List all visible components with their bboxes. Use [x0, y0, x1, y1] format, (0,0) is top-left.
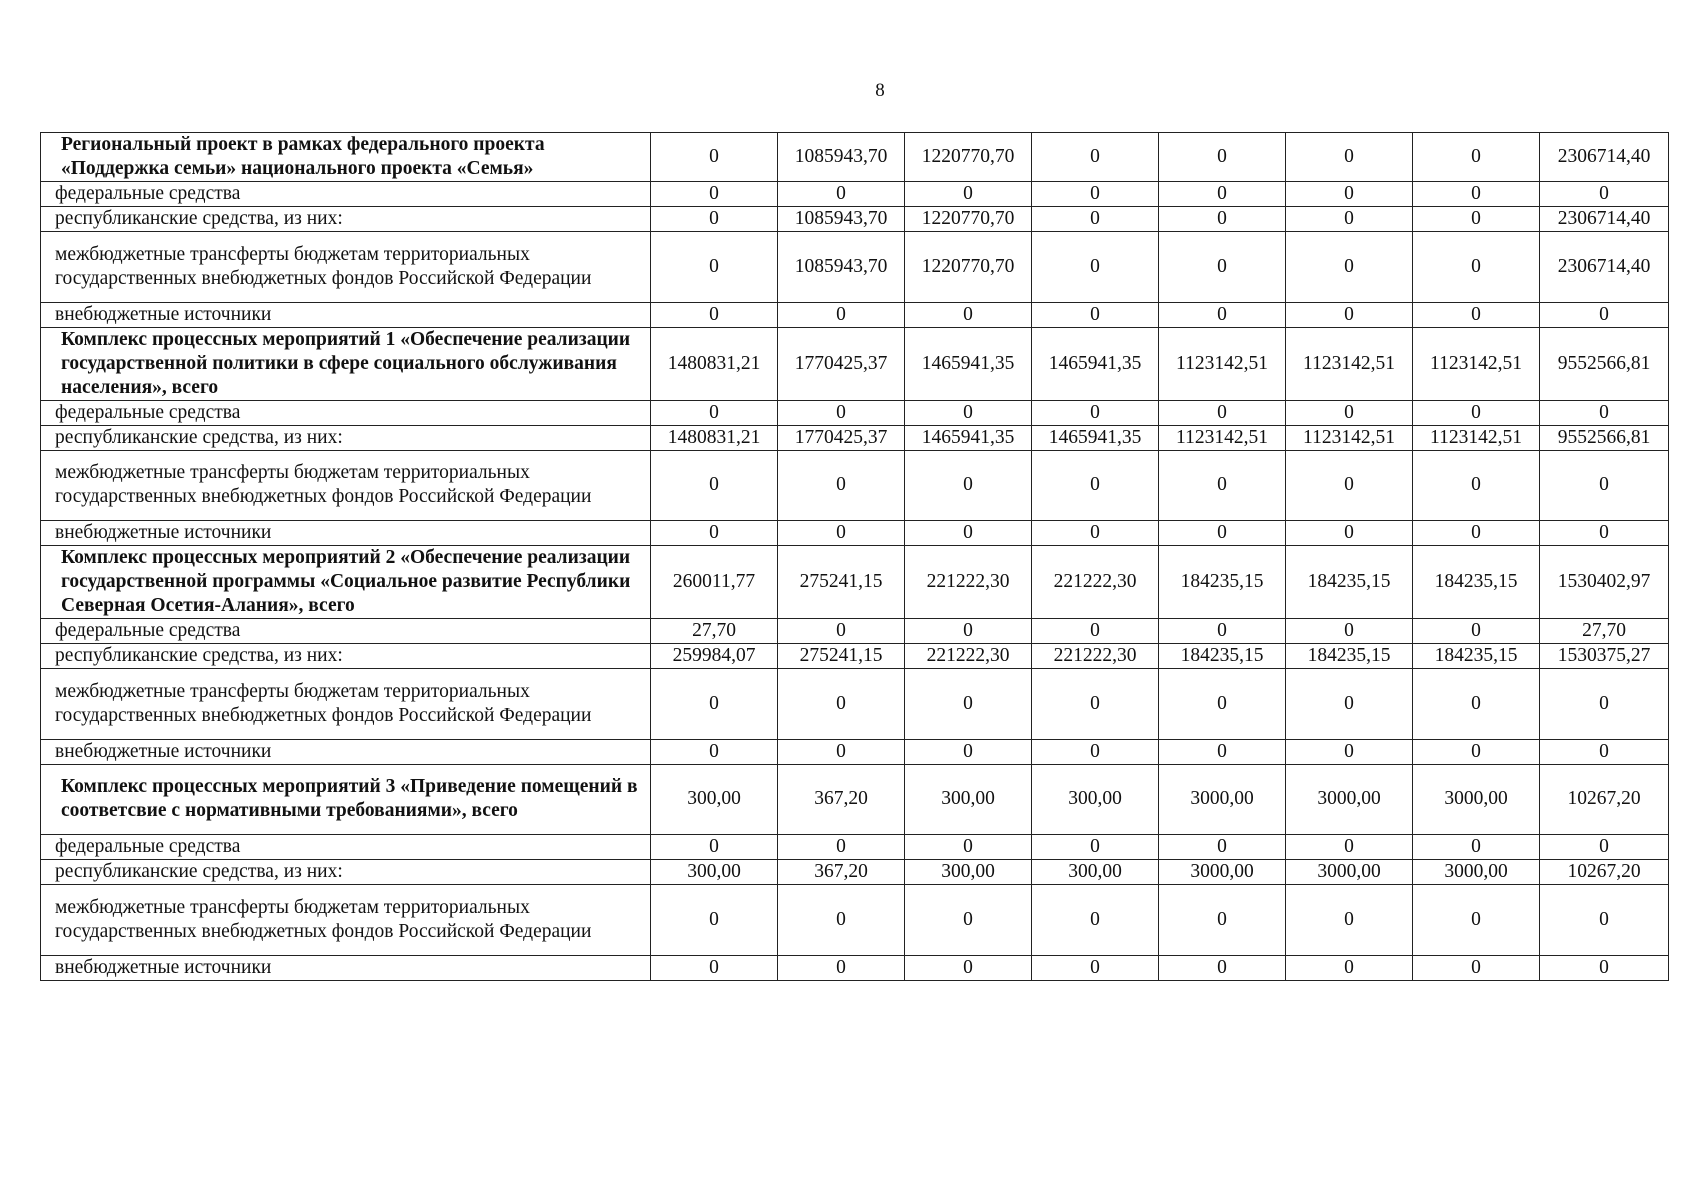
row-value-cell: 3000,00	[1286, 860, 1413, 885]
row-total-cell: 0	[1540, 182, 1669, 207]
row-value-cell: 0	[1159, 207, 1286, 232]
row-value-cell: 0	[905, 521, 1032, 546]
table-row	[41, 955, 1669, 980]
row-value-cell: 0	[651, 232, 778, 303]
row-value-cell: 0	[1032, 232, 1159, 303]
row-value-cell: 0	[651, 133, 778, 182]
row-value-cell: 1465941,35	[905, 425, 1032, 450]
row-label: федеральные средства	[41, 619, 651, 644]
row-label: внебюджетные источники	[41, 521, 651, 546]
row-value-cell: 1085943,70	[778, 133, 905, 182]
row-value-cell: 0	[1413, 232, 1540, 303]
row-value-cell: 0	[1159, 450, 1286, 521]
table-row	[41, 232, 1669, 303]
row-total-cell: 0	[1540, 739, 1669, 764]
row-value-cell: 3000,00	[1286, 764, 1413, 835]
row-value-cell: 0	[1032, 669, 1159, 740]
row-value-cell: 0	[1159, 133, 1286, 182]
row-value-cell: 0	[1032, 182, 1159, 207]
row-total-cell: 1530402,97	[1540, 546, 1669, 619]
table-row-section	[41, 546, 1669, 619]
row-value-cell: 1465941,35	[1032, 327, 1159, 400]
table-row	[41, 207, 1669, 232]
row-value-cell: 0	[651, 182, 778, 207]
row-value-cell: 0	[1032, 885, 1159, 956]
row-value-cell: 3000,00	[1413, 764, 1540, 835]
row-value-cell: 0	[1159, 232, 1286, 303]
row-value-cell: 0	[1286, 669, 1413, 740]
row-label: федеральные средства	[41, 835, 651, 860]
row-value-cell: 1480831,21	[651, 327, 778, 400]
row-value-cell: 0	[651, 739, 778, 764]
row-value-cell: 0	[905, 302, 1032, 327]
row-value-cell: 0	[1032, 207, 1159, 232]
row-value-cell: 0	[1286, 739, 1413, 764]
row-value-cell: 0	[1286, 955, 1413, 980]
row-value-cell: 0	[778, 955, 905, 980]
row-label: Комплекс процессных мероприятий 3 «Приведение помещений в соответсвие с нормативными требованиями», всего	[41, 764, 651, 835]
row-value-cell: 0	[651, 400, 778, 425]
row-label: внебюджетные источники	[41, 302, 651, 327]
row-value-cell: 221222,30	[905, 644, 1032, 669]
row-value-cell: 0	[778, 521, 905, 546]
row-value-cell: 184235,15	[1286, 546, 1413, 619]
row-total-cell: 9552566,81	[1540, 327, 1669, 400]
row-value-cell: 260011,77	[651, 546, 778, 619]
row-value-cell: 0	[905, 182, 1032, 207]
row-total-cell: 2306714,40	[1540, 232, 1669, 303]
row-label: межбюджетные трансферты бюджетам территориальных государственных внебюджетных фондов Российской Федерации	[41, 885, 651, 956]
row-value-cell: 0	[778, 669, 905, 740]
row-value-cell: 0	[905, 669, 1032, 740]
row-label: Комплекс процессных мероприятий 2 «Обеспечение реализации государственной программы «Социальное развитие Республики Северная Осетия-Алания», всего	[41, 546, 651, 619]
row-value-cell: 1465941,35	[905, 327, 1032, 400]
table-row	[41, 860, 1669, 885]
row-value-cell: 184235,15	[1159, 546, 1286, 619]
row-value-cell: 0	[778, 835, 905, 860]
row-label: федеральные средства	[41, 182, 651, 207]
row-total-cell: 10267,20	[1540, 764, 1669, 835]
page-number	[0, 80, 1685, 102]
row-value-cell: 367,20	[778, 860, 905, 885]
row-value-cell: 0	[1286, 207, 1413, 232]
row-value-cell: 0	[651, 955, 778, 980]
row-value-cell: 0	[1413, 302, 1540, 327]
row-value-cell: 0	[1286, 232, 1413, 303]
row-value-cell: 0	[651, 450, 778, 521]
row-value-cell: 1123142,51	[1286, 327, 1413, 400]
row-value-cell: 0	[905, 835, 1032, 860]
row-value-cell: 300,00	[905, 860, 1032, 885]
row-value-cell: 275241,15	[778, 546, 905, 619]
row-value-cell: 0	[778, 739, 905, 764]
row-label: внебюджетные источники	[41, 955, 651, 980]
row-value-cell: 1085943,70	[778, 232, 905, 303]
row-value-cell: 0	[1159, 619, 1286, 644]
row-total-cell: 0	[1540, 669, 1669, 740]
row-value-cell: 0	[905, 739, 1032, 764]
row-total-cell: 0	[1540, 955, 1669, 980]
page-number-text: 8	[875, 80, 885, 101]
row-value-cell: 0	[1032, 739, 1159, 764]
row-value-cell: 0	[1413, 182, 1540, 207]
row-value-cell: 0	[905, 619, 1032, 644]
row-value-cell: 0	[1159, 302, 1286, 327]
table-row	[41, 644, 1669, 669]
row-value-cell: 0	[1413, 450, 1540, 521]
row-label: Региональный проект в рамках федерального проекта «Поддержка семьи» национального проекта «Семья»	[41, 133, 651, 182]
row-value-cell: 1220770,70	[905, 232, 1032, 303]
row-value-cell: 184235,15	[1413, 546, 1540, 619]
row-value-cell: 0	[1159, 739, 1286, 764]
row-value-cell: 0	[1413, 400, 1540, 425]
row-value-cell: 184235,15	[1413, 644, 1540, 669]
row-value-cell: 0	[1413, 133, 1540, 182]
row-value-cell: 0	[1286, 835, 1413, 860]
row-value-cell: 0	[1032, 835, 1159, 860]
table-row-section	[41, 133, 1669, 182]
table-row	[41, 521, 1669, 546]
table-row	[41, 619, 1669, 644]
row-value-cell: 1123142,51	[1159, 327, 1286, 400]
row-total-cell: 0	[1540, 521, 1669, 546]
row-value-cell: 300,00	[1032, 764, 1159, 835]
row-value-cell: 184235,15	[1286, 644, 1413, 669]
row-value-cell: 0	[778, 400, 905, 425]
row-total-cell: 0	[1540, 302, 1669, 327]
row-value-cell: 0	[1032, 450, 1159, 521]
row-value-cell: 1123142,51	[1413, 425, 1540, 450]
row-value-cell: 275241,15	[778, 644, 905, 669]
row-total-cell: 10267,20	[1540, 860, 1669, 885]
row-value-cell: 1123142,51	[1159, 425, 1286, 450]
row-value-cell: 1085943,70	[778, 207, 905, 232]
table-row	[41, 885, 1669, 956]
row-value-cell: 300,00	[1032, 860, 1159, 885]
row-label: межбюджетные трансферты бюджетам территориальных государственных внебюджетных фондов Российской Федерации	[41, 450, 651, 521]
table-row	[41, 182, 1669, 207]
row-value-cell: 0	[1032, 133, 1159, 182]
row-value-cell: 0	[1413, 739, 1540, 764]
row-value-cell: 221222,30	[1032, 546, 1159, 619]
row-value-cell: 367,20	[778, 764, 905, 835]
row-value-cell: 1123142,51	[1413, 327, 1540, 400]
table-row-section	[41, 327, 1669, 400]
row-value-cell: 0	[651, 207, 778, 232]
row-value-cell: 0	[905, 400, 1032, 425]
row-value-cell: 0	[778, 450, 905, 521]
row-value-cell: 0	[1159, 521, 1286, 546]
row-value-cell: 0	[651, 521, 778, 546]
row-value-cell: 0	[778, 302, 905, 327]
row-total-cell: 0	[1540, 400, 1669, 425]
row-value-cell: 1480831,21	[651, 425, 778, 450]
row-label: республиканские средства, из них:	[41, 207, 651, 232]
row-value-cell: 0	[778, 885, 905, 956]
table-row	[41, 400, 1669, 425]
table-row	[41, 425, 1669, 450]
row-label: межбюджетные трансферты бюджетам территориальных государственных внебюджетных фондов Российской Федерации	[41, 232, 651, 303]
row-value-cell: 1220770,70	[905, 133, 1032, 182]
row-value-cell: 184235,15	[1159, 644, 1286, 669]
row-value-cell: 0	[1413, 835, 1540, 860]
row-label: Комплекс процессных мероприятий 1 «Обеспечение реализации государственной политики в сфере социального обслуживания населения», всего	[41, 327, 651, 400]
row-value-cell: 0	[651, 302, 778, 327]
row-total-cell: 9552566,81	[1540, 425, 1669, 450]
row-value-cell: 0	[1286, 182, 1413, 207]
row-value-cell: 0	[1159, 669, 1286, 740]
row-total-cell: 0	[1540, 885, 1669, 956]
row-value-cell: 3000,00	[1159, 860, 1286, 885]
row-total-cell: 2306714,40	[1540, 133, 1669, 182]
row-value-cell: 0	[1286, 400, 1413, 425]
row-value-cell: 3000,00	[1413, 860, 1540, 885]
table-row	[41, 450, 1669, 521]
row-value-cell: 1770425,37	[778, 425, 905, 450]
row-value-cell: 0	[1032, 955, 1159, 980]
row-value-cell: 0	[651, 669, 778, 740]
row-value-cell: 300,00	[651, 764, 778, 835]
row-value-cell: 0	[1159, 400, 1286, 425]
row-value-cell: 300,00	[905, 764, 1032, 835]
row-value-cell: 0	[1413, 207, 1540, 232]
row-value-cell: 300,00	[651, 860, 778, 885]
row-value-cell: 0	[1286, 450, 1413, 521]
row-value-cell: 0	[651, 835, 778, 860]
budget-table-body	[41, 133, 1669, 981]
row-label: республиканские средства, из них:	[41, 644, 651, 669]
row-label: республиканские средства, из них:	[41, 860, 651, 885]
row-value-cell: 0	[1286, 619, 1413, 644]
row-value-cell: 1770425,37	[778, 327, 905, 400]
row-value-cell: 0	[905, 955, 1032, 980]
row-value-cell: 0	[1286, 885, 1413, 956]
row-value-cell: 0	[1413, 885, 1540, 956]
row-value-cell: 259984,07	[651, 644, 778, 669]
row-value-cell: 27,70	[651, 619, 778, 644]
row-value-cell: 0	[1159, 885, 1286, 956]
table-row	[41, 302, 1669, 327]
row-value-cell: 0	[1159, 955, 1286, 980]
row-value-cell: 0	[1286, 133, 1413, 182]
row-value-cell: 0	[651, 885, 778, 956]
row-value-cell: 0	[905, 450, 1032, 521]
row-total-cell: 27,70	[1540, 619, 1669, 644]
row-label: межбюджетные трансферты бюджетам территориальных государственных внебюджетных фондов Российской Федерации	[41, 669, 651, 740]
row-value-cell: 1220770,70	[905, 207, 1032, 232]
row-label: федеральные средства	[41, 400, 651, 425]
table-row	[41, 669, 1669, 740]
row-value-cell: 0	[905, 885, 1032, 956]
table-row	[41, 835, 1669, 860]
row-value-cell: 221222,30	[1032, 644, 1159, 669]
row-total-cell: 2306714,40	[1540, 207, 1669, 232]
row-value-cell: 0	[1159, 182, 1286, 207]
row-total-cell: 0	[1540, 450, 1669, 521]
row-value-cell: 0	[1413, 521, 1540, 546]
row-value-cell: 0	[1286, 302, 1413, 327]
row-label: внебюджетные источники	[41, 739, 651, 764]
row-value-cell: 1123142,51	[1286, 425, 1413, 450]
row-value-cell: 221222,30	[905, 546, 1032, 619]
row-label: республиканские средства, из них:	[41, 425, 651, 450]
table-row	[41, 739, 1669, 764]
table-row-section	[41, 764, 1669, 835]
row-value-cell: 0	[1413, 955, 1540, 980]
row-value-cell: 0	[778, 182, 905, 207]
row-value-cell: 0	[1286, 521, 1413, 546]
row-value-cell: 0	[1032, 521, 1159, 546]
row-value-cell: 0	[1159, 835, 1286, 860]
row-value-cell: 3000,00	[1159, 764, 1286, 835]
row-value-cell: 0	[1032, 619, 1159, 644]
row-value-cell: 0	[1032, 302, 1159, 327]
row-value-cell: 0	[1413, 669, 1540, 740]
row-value-cell: 1465941,35	[1032, 425, 1159, 450]
row-total-cell: 1530375,27	[1540, 644, 1669, 669]
row-value-cell: 0	[1413, 619, 1540, 644]
row-value-cell: 0	[1032, 400, 1159, 425]
budget-table	[40, 132, 1669, 981]
row-total-cell: 0	[1540, 835, 1669, 860]
row-value-cell: 0	[778, 619, 905, 644]
